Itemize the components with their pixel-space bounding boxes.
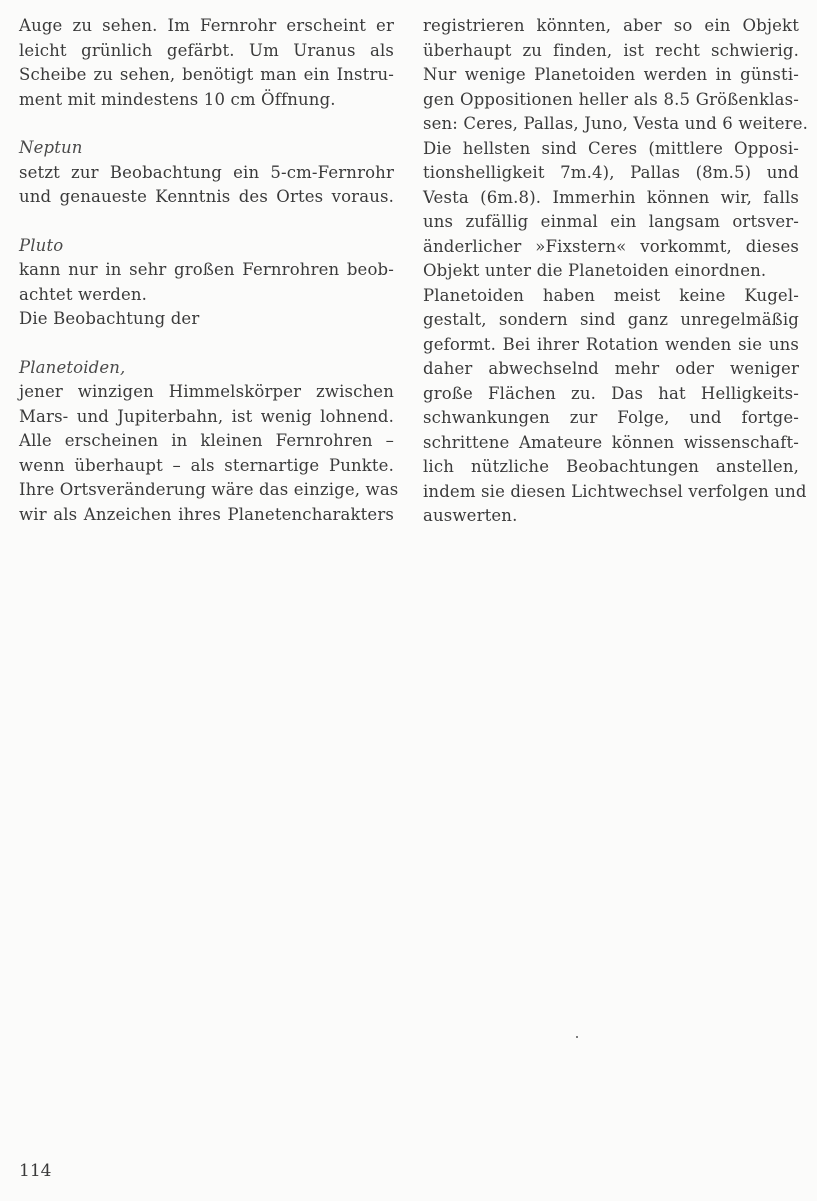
text-line: Nur wenige Planetoiden werden in günsti-	[423, 65, 799, 84]
left-column	[19, 14, 399, 527]
text-line: Die hellsten sind Ceres (mittlere Opposi-	[423, 138, 799, 158]
text-line: daher abwechselnd mehr oder weniger	[423, 359, 799, 378]
text-line: änderlicher »Fixstern« vorkommt, dieses	[423, 236, 799, 256]
text-line: überhaupt zu finden, ist recht schwierig.	[423, 40, 799, 60]
text-line: sen: Ceres, Pallas, Juno, Vesta und 6 weitere.	[423, 114, 809, 133]
text-line: registrieren könnten, aber so ein Objekt	[423, 16, 799, 35]
text-line: wir als Anzeichen ihres Planetencharakters	[19, 504, 394, 524]
section-heading-planetoiden: Planetoiden,	[19, 357, 126, 377]
text-line: lich nützliche Beobachtungen anstellen,	[423, 457, 799, 476]
text-line: Objekt unter die Planetoiden einordnen.	[423, 261, 767, 280]
text-line: indem sie diesen Lichtwechsel verfolgen und	[423, 481, 807, 501]
text-line: Scheibe zu sehen, benötigt man ein Instru-	[19, 65, 394, 84]
text-line: Vesta (6m.8). Immerhin können wir, falls	[423, 187, 799, 207]
text-line: und genaueste Kenntnis des Ortes voraus.	[19, 187, 394, 206]
text-line: wenn überhaupt – als sternartige Punkte.	[19, 455, 394, 475]
section-heading-pluto: Pluto	[19, 235, 64, 255]
text-line: uns zufällig einmal ein langsam ortsver-	[423, 212, 799, 231]
text-line: Alle erscheinen in kleinen Fernrohren –	[19, 431, 394, 450]
text-line: jener winzigen Himmelskörper zwischen	[19, 382, 394, 401]
text-line: kann nur in sehr großen Fernrohren beob-	[19, 260, 394, 279]
text-line: große Flächen zu. Das hat Helligkeits-	[423, 383, 799, 403]
text-line: tionshelligkeit 7m.4), Pallas (8m.5) und	[423, 163, 799, 182]
text-line: schwankungen zur Folge, und fortge-	[423, 408, 799, 427]
text-line: ment mit mindestens 10 cm Öffnung.	[19, 89, 336, 109]
speck-mark	[576, 1036, 578, 1038]
text-line: schrittene Amateure können wissenschaft-	[423, 432, 799, 452]
text-line: Die Beobachtung der	[19, 309, 200, 328]
page-number: 114	[19, 1161, 52, 1181]
section-heading-neptun: Neptun	[19, 138, 83, 157]
text-line: achtet werden.	[19, 284, 148, 304]
text-line: Ihre Ortsveränderung wäre das einzige, was	[19, 480, 399, 499]
text-line: leicht grünlich gefärbt. Um Uranus als	[19, 40, 394, 60]
text-line: Planetoiden haben meist keine Kugel-	[423, 285, 799, 305]
paragraph-gap	[19, 332, 394, 356]
text-line: gestalt, sondern sind ganz unregelmäßig	[423, 310, 799, 329]
text-line: Auge zu sehen. Im Fernrohr erscheint er	[19, 16, 394, 35]
right-column	[423, 14, 809, 529]
text-line: geformt. Bei ihrer Rotation wenden sie uns	[423, 334, 799, 354]
paragraph-gap	[19, 210, 394, 234]
text-line: Mars- und Jupiterbahn, ist wenig lohnend.	[19, 406, 394, 426]
text-line: gen Oppositionen heller als 8.5 Größenklas-	[423, 89, 799, 109]
text-line: setzt zur Beobachtung ein 5-cm-Fernrohr	[19, 162, 394, 182]
text-line: auswerten.	[423, 506, 518, 525]
paragraph-gap	[19, 112, 394, 136]
